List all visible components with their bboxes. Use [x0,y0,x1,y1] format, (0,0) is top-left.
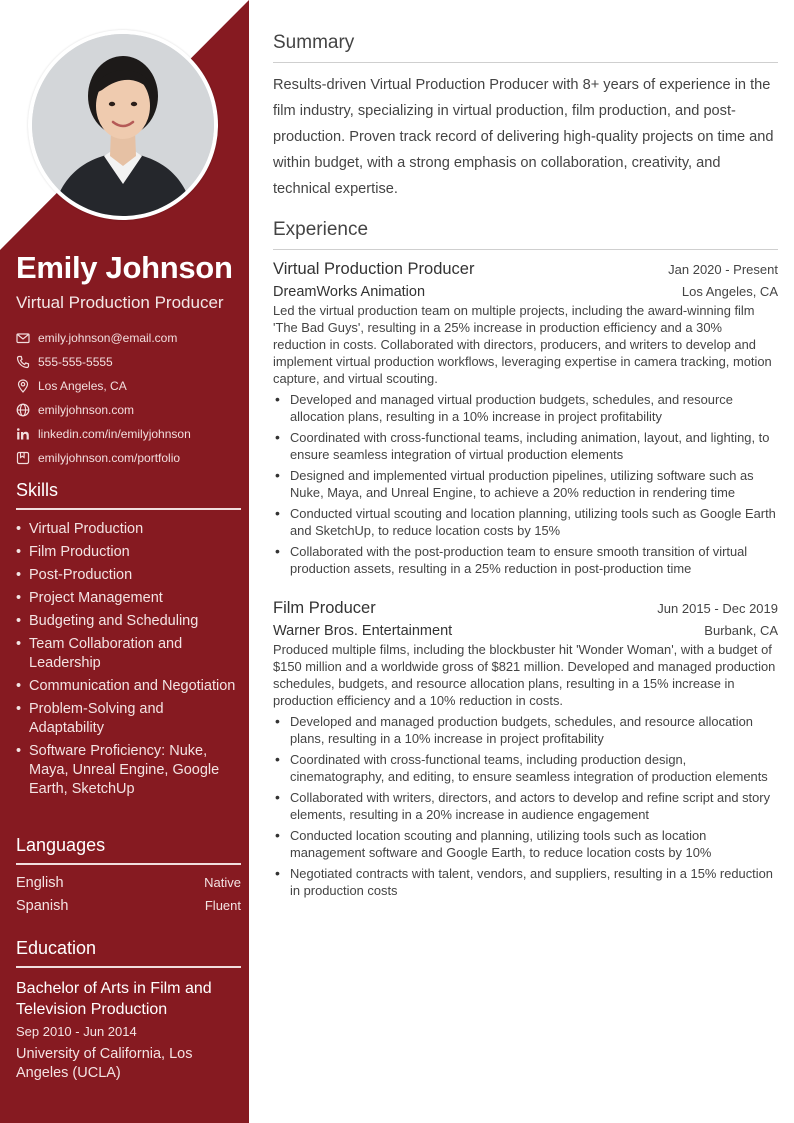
linkedin-icon [16,427,30,441]
contact-phone-text: 555-555-5555 [38,355,113,369]
skill-item: • Post-Production [16,566,241,585]
sidebar [0,0,249,1123]
job-title: Film Producer [273,599,376,617]
language-level: Native [204,875,241,890]
job-title: Virtual Production Producer [273,260,475,278]
job-bullet: • Collaborated with the post-production team to ensure smooth transition of virtual production assets, resulting in a 25% reduction in post-production time [273,543,778,577]
job-location: Los Angeles, CA [681,284,778,299]
phone-icon [16,355,30,369]
experience-entry [273,599,778,903]
language-row [16,875,241,898]
job-dates: Jan 2020 - Present [668,262,778,277]
job-company: DreamWorks Animation [273,284,426,300]
contact-website-text: emilyjohnson.com [38,403,135,417]
contact-website[interactable] [16,398,241,422]
contact-email[interactable] [16,326,241,350]
skill-item: • Software Proficiency: Nuke, Maya, Unreal Engine, Google Earth, SketchUp [16,742,241,799]
job-bullets [273,391,778,577]
education-dates: Sep 2010 - Jun 2014 [16,1024,137,1039]
email-icon [16,331,30,345]
contact-phone[interactable] [16,350,241,374]
experience-heading: Experience [273,219,778,250]
summary-text: Results-driven Virtual Production Producer with 8+ years of experience in the film industry, specializing in virtual production, film production, and post-production. Proven track record of delivering high-quality projects on time and within budget, with a strong emphasis on collaboration, creativity, and technical expertise. [273,77,774,197]
job-dates: Jun 2015 - Dec 2019 [657,601,778,616]
profile-photo [32,34,214,216]
skill-item: • Team Collaboration and Leadership [16,635,241,673]
location-icon [16,379,30,393]
job-bullet: • Coordinated with cross-functional teams, including production design, cinematography, and editing, to ensure seamless integration of production elements [273,751,778,785]
contact-location [16,374,241,398]
skill-item: • Budgeting and Scheduling [16,612,241,631]
skill-item: • Problem-Solving and Adaptability [16,700,241,738]
avatar [28,30,218,220]
job-company: Warner Bros. Entertainment [273,623,453,639]
contact-linkedin[interactable] [16,422,241,446]
contact-email-text: emily.johnson@email.com [38,331,178,345]
job-description: Produced multiple films, including the blockbuster hit 'Wonder Woman', with a budget of $150 million and a worldwide gross of $821 million. Developed and managed production schedules, budgets, and resource allocation plans, resulting in a 15% increase in production efficiency and a 10% reduction in costs. [273,642,776,708]
experience-entry [273,260,778,581]
job-bullet: • Developed and managed virtual production budgets, schedules, and resource allocation plans, resulting in a 10% increase in project profitability [273,391,778,425]
skills-heading: Skills [16,480,241,510]
language-name: English [16,875,64,891]
contact-list [16,326,241,470]
job-bullet: • Coordinated with cross-functional teams, including animation, layout, and lighting, to ensure seamless integration of virtual production elements [273,429,778,463]
skills-list [16,520,241,803]
job-bullet: • Conducted virtual scouting and location planning, utilizing tools such as Google Earth and SketchUp, to reduce location costs by 15% [273,505,778,539]
contact-portfolio[interactable] [16,446,241,470]
education-school: University of California, Los Angeles (UCLA) [16,1046,193,1081]
languages-heading: Languages [16,835,241,865]
portfolio-icon [16,451,30,465]
globe-icon [16,403,30,417]
job-bullet: • Conducted location scouting and planning, utilizing tools such as location management software and Google Earth, to reduce location costs by 10% [273,827,778,861]
skill-item: • Communication and Negotiation [16,677,241,696]
job-bullet: • Collaborated with writers, directors, and actors to develop and refine script and story elements, resulting in a 20% increase in audience engagement [273,789,778,823]
contact-portfolio-text: emilyjohnson.com/portfolio [38,451,181,465]
profile-name: Emily Johnson [16,250,233,285]
skill-item: • Project Management [16,589,241,608]
summary-heading: Summary [273,32,778,63]
contact-location-text: Los Angeles, CA [38,379,127,393]
skill-item: • Film Production [16,543,241,562]
profile-title: Virtual Production Producer [16,293,224,312]
education-heading: Education [16,938,241,968]
job-bullet: • Designed and implemented virtual production pipelines, utilizing software such as Nuke, Maya, and Unreal Engine, to achieve a 20% reduction in rendering time [273,467,778,501]
job-bullets [273,713,778,899]
job-description: Led the virtual production team on multiple projects, including the award-winning film 'The Bad Guys', resulting in a 25% increase in production efficiency and a 30% reduction in costs. Collaborated with directors, producers, and writers to develop and implement virtual production workflows, leveraging expertise in camera tracking, motion capture, and virtual scouting. [273,303,772,386]
contact-linkedin-text: linkedin.com/in/emilyjohnson [38,427,191,441]
language-level: Fluent [204,898,241,913]
language-name: Spanish [16,898,69,914]
job-bullet: • Negotiated contracts with talent, vendors, and suppliers, resulting in a 15% reduction in production costs [273,865,778,899]
job-bullet: • Developed and managed production budgets, schedules, and resource allocation plans, resulting in a 10% increase in project profitability [273,713,778,747]
job-location: Burbank, CA [704,623,778,638]
skill-item: • Virtual Production [16,520,241,539]
languages-list [16,875,241,921]
education-degree: Bachelor of Arts in Film and Television Production [16,980,212,1018]
language-row [16,898,241,921]
